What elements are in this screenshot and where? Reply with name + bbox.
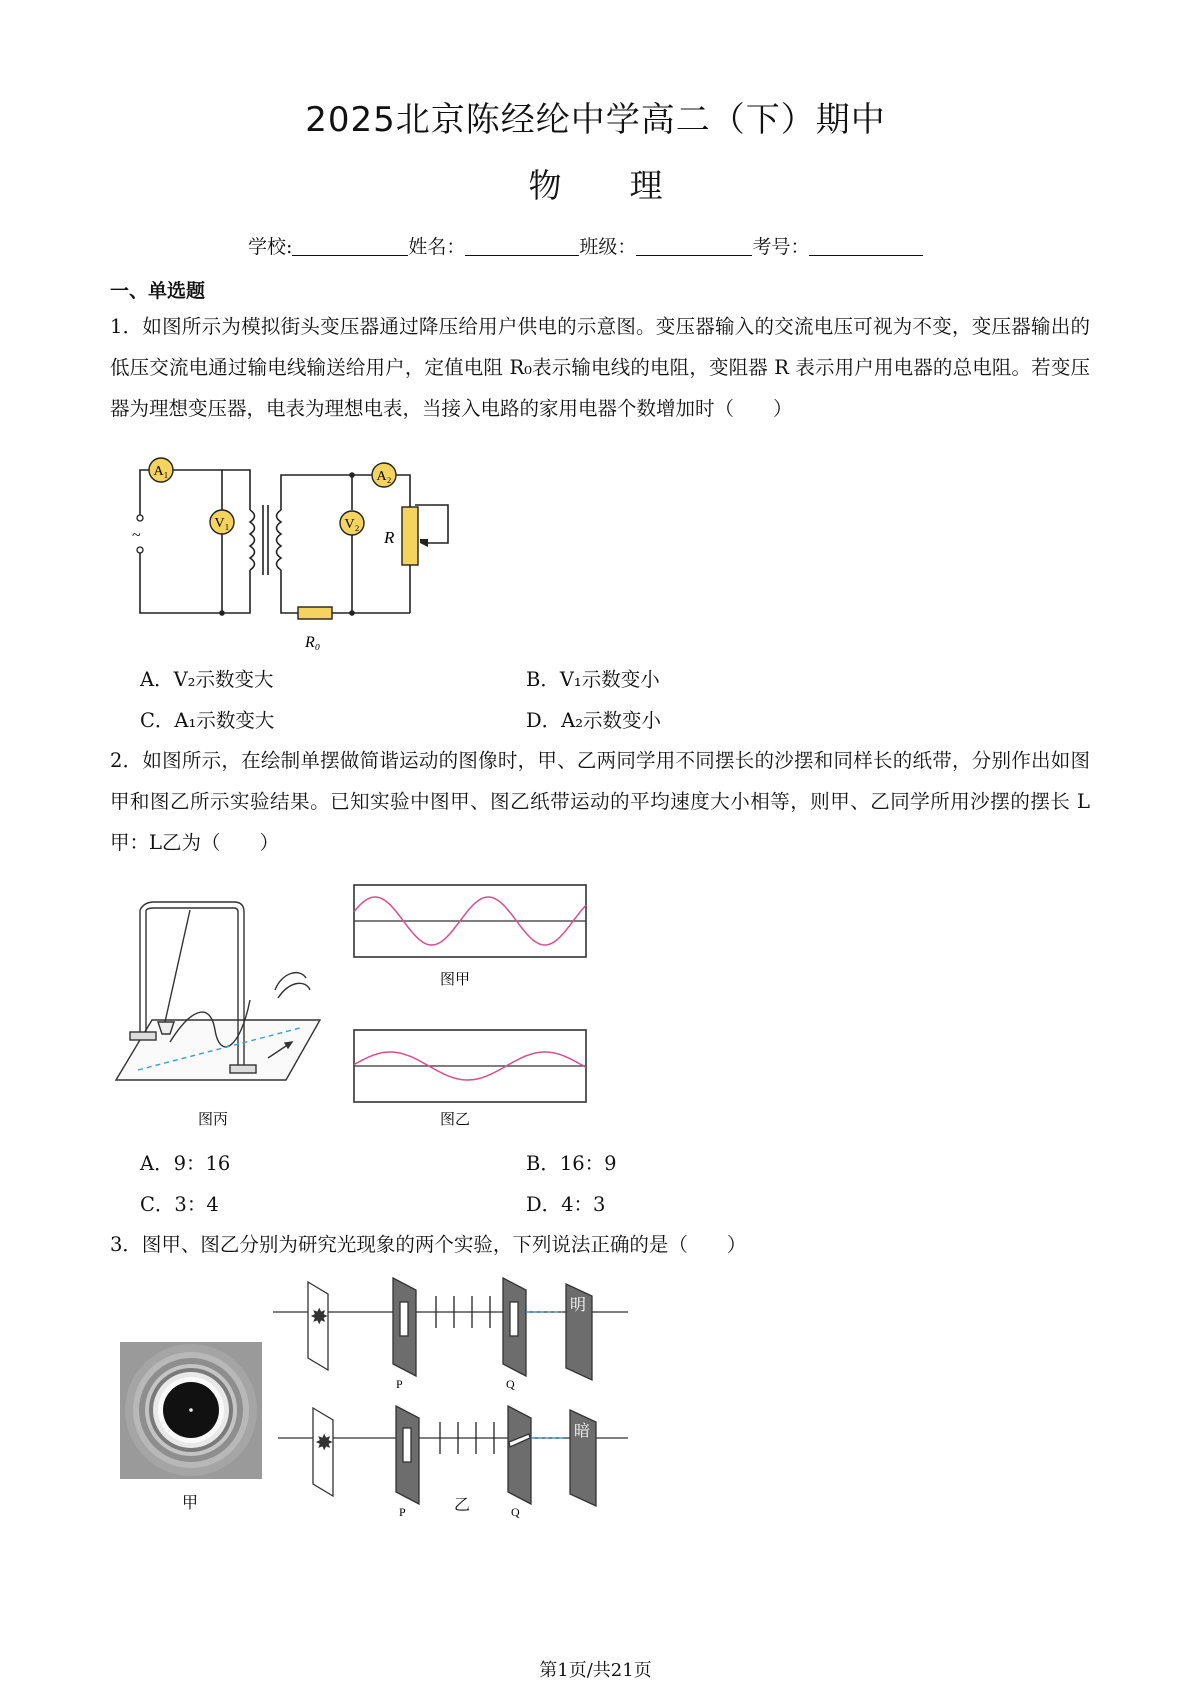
- question-3-text: 3．图甲、图乙分别为研究光现象的两个实验，下列说法正确的是（ ）: [110, 1233, 747, 1256]
- q2-option-d[interactable]: [526, 1189, 605, 1217]
- transformer-circuit-figure: [130, 455, 460, 655]
- label-exam-no: 考号：: [752, 236, 810, 258]
- subject-char-2: 理: [629, 166, 663, 205]
- q1-option-c[interactable]: [140, 705, 274, 733]
- option-text: 3：4: [174, 1193, 219, 1216]
- label-school: 学校:: [248, 236, 293, 258]
- q2-option-a[interactable]: [140, 1148, 230, 1176]
- q1-option-a[interactable]: [140, 664, 274, 692]
- label-R: R: [384, 528, 395, 547]
- label-P-top: P: [396, 1377, 403, 1391]
- subject-title: [0, 160, 1191, 207]
- polarizer-setup-crossed: [278, 1406, 628, 1506]
- option-label: B．: [526, 1152, 560, 1175]
- label-class: 班级：: [579, 236, 637, 258]
- resistor-R0: [298, 607, 332, 619]
- page-title: 2025北京陈经纶中学高二（下）期中: [305, 100, 886, 140]
- option-label: A．: [140, 1152, 174, 1175]
- option-text: 16：9: [559, 1152, 617, 1175]
- option-label: D．: [526, 1193, 562, 1216]
- blank-class: [636, 237, 752, 256]
- caption-figure-bing: 图丙: [198, 1112, 229, 1128]
- blank-exam-no: [809, 237, 923, 256]
- label-bright: 明: [570, 1297, 587, 1314]
- option-text: 9：16: [173, 1152, 231, 1175]
- option-text: 4：3: [561, 1193, 606, 1216]
- q2-option-b[interactable]: [526, 1148, 617, 1176]
- pendulum-figure: [110, 880, 590, 1130]
- voltmeter-V1-label: V₁: [214, 516, 230, 531]
- rheostat-R: [402, 507, 418, 565]
- label-R0: R₀: [305, 634, 321, 651]
- option-label: C．: [140, 1193, 175, 1216]
- sand-pendulum-diagram: [116, 902, 320, 1080]
- voltmeter-V2-label: V₂: [344, 517, 360, 532]
- diffraction-pattern: [120, 1342, 262, 1479]
- question-1-text: 1．如图所示为模拟街头变压器通过降压给用户供电的示意图。变压器输入的交流电压可视为不变，变压器输出的低压交流电通过输电线输送给用户，定值电阻 R₀表示输电线的电阻，变阻器 R 表示用户用电器的总电阻。若变压器为理想变压器，电表为理想电表，当接入电路的家用电器个数增加时（ ）: [110, 315, 1090, 420]
- blank-name: [465, 237, 579, 256]
- label-Q-top: Q: [506, 1377, 515, 1391]
- caption-yi: 乙: [454, 1495, 471, 1514]
- subject-char-1: 物: [528, 166, 562, 205]
- caption-figure-yi: 图乙: [440, 1112, 471, 1128]
- option-label: D．: [526, 709, 562, 732]
- light-source-icon: ✸: [315, 1431, 334, 1456]
- caption-figure-jia: 图甲: [440, 972, 471, 988]
- label-dark: 暗: [574, 1423, 591, 1440]
- q2-option-c[interactable]: [140, 1189, 219, 1217]
- option-text: V₂示数变大: [173, 668, 274, 691]
- option-text: A₂示数变小: [561, 709, 662, 732]
- ac-source-symbol: ~: [132, 527, 141, 544]
- ammeter-A2-label: A₂: [376, 469, 392, 484]
- option-text: A₁示数变大: [174, 709, 275, 732]
- option-text: V₁示数变小: [559, 668, 660, 691]
- label-name: 姓名：: [408, 236, 466, 258]
- q1-option-b[interactable]: [526, 664, 660, 692]
- caption-jia: 甲: [182, 1495, 199, 1512]
- section-heading: 一、单选题: [110, 280, 206, 302]
- light-source-icon: ✸: [310, 1305, 329, 1330]
- page-footer: 第1页/共21页: [539, 1660, 652, 1681]
- option-label: C．: [140, 709, 175, 732]
- q1-option-d[interactable]: [526, 705, 661, 733]
- option-label: B．: [526, 668, 560, 691]
- label-P-bottom: P: [399, 1505, 406, 1519]
- ammeter-A1-label: A₁: [153, 464, 169, 479]
- student-info-line: [248, 232, 923, 259]
- option-label: A．: [140, 668, 174, 691]
- light-experiment-figure: [118, 1272, 638, 1522]
- label-Q-bottom: Q: [511, 1505, 520, 1519]
- question-2-text: 2．如图所示，在绘制单摆做简谐运动的图像时，甲、乙两同学用不同摆长的沙摆和同样长的纸带，分别作出如图甲和图乙所示实验结果。已知实验中图甲、图乙纸带运动的平均速度大小相等，则甲、乙同学所用沙摆的摆长 L甲：L乙为（ ）: [110, 749, 1090, 854]
- blank-school: [292, 237, 408, 256]
